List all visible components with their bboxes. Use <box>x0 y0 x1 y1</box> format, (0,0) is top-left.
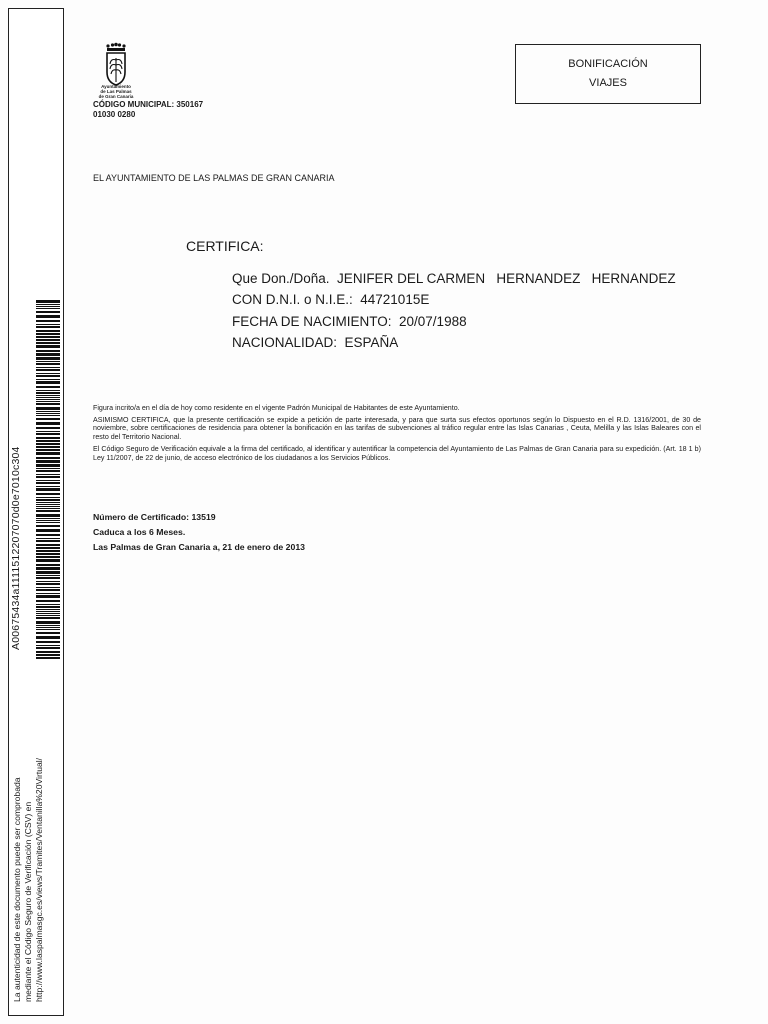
logo-caption-line: de Gran Canaria <box>98 94 134 99</box>
barcode-bar <box>36 308 60 309</box>
barcode-bar <box>36 392 60 394</box>
barcode-bar <box>36 381 60 384</box>
barcode-bar <box>36 577 60 579</box>
barcode-bar <box>36 311 60 313</box>
barcode-bar <box>36 553 60 555</box>
barcode-bar <box>36 493 60 495</box>
municipal-code-block <box>93 100 203 119</box>
barcode-bar <box>36 460 60 463</box>
barcode-bar <box>36 379 60 380</box>
barcode-bar <box>36 339 60 341</box>
barcode-bar <box>36 606 60 608</box>
barcode-bar <box>36 488 60 491</box>
barcode-bar <box>36 320 60 322</box>
barcode-bar <box>36 399 60 400</box>
barcode-bar <box>36 611 60 612</box>
barcode-bar <box>36 333 60 335</box>
csv-note-line: mediante el Código Seguro de Verificación (CSV) en <box>23 801 33 1002</box>
barcode-bar <box>36 632 60 634</box>
barcode-bar <box>36 604 60 605</box>
barcode-bar <box>36 464 60 467</box>
place-and-date: Las Palmas de Gran Canaria a, 21 de enero de 2013 <box>93 542 305 552</box>
barcode-bar <box>36 395 60 396</box>
barcode-bar <box>36 641 60 643</box>
barcode-bar <box>36 657 60 659</box>
barcode-bar <box>36 397 60 398</box>
barcode-bar <box>36 647 60 649</box>
barcode-bar <box>36 564 60 566</box>
barcode-bar <box>36 625 60 626</box>
barcode-bar <box>36 433 60 435</box>
barcode-bar <box>36 443 60 445</box>
barcode-bar <box>36 422 60 425</box>
barcode-bar <box>36 581 60 582</box>
barcode-bar <box>36 324 60 325</box>
certifica-heading: CERTIFICA: <box>186 238 264 254</box>
barcode-bar <box>36 556 60 558</box>
barcode-bar <box>36 497 60 498</box>
barcode-bar <box>36 583 60 585</box>
certificate-body <box>93 404 701 465</box>
barcode-bar <box>36 390 60 391</box>
barcode <box>36 300 60 660</box>
barcode-bar <box>36 654 60 656</box>
bonification-box <box>515 44 701 104</box>
barcode-bar <box>36 529 60 532</box>
barcode-bar <box>36 482 60 484</box>
barcode-bar <box>36 306 60 307</box>
asimismo-paragraph: ASIMISMO CERTIFICA, que la presente certificación se expide a petición de parte interesada, y para que surta sus efectos oportunos según lo Dispuesto en el R.D. 1316/2001, de 30 de noviembre, sobre certificaciones de residencia para obtener la bonificación en las tarifas de subvenciones al tráfico regular entre las Islas Canarias , Ceuta, Melilla y las Islas Baleares con el resto del Territorio Nacional. <box>93 415 701 442</box>
person-dni: CON D.N.I. o N.I.E.: 44721015E <box>232 292 430 308</box>
barcode-bar <box>36 361 60 362</box>
logo-caption <box>92 84 140 99</box>
travel-label: VIAJES <box>589 77 627 89</box>
barcode-bar <box>36 504 60 505</box>
barcode-bar <box>36 480 60 481</box>
barcode-bar <box>36 330 60 332</box>
barcode-bar <box>36 525 60 527</box>
barcode-bar <box>36 651 60 653</box>
barcode-bar <box>36 559 60 562</box>
barcode-bar <box>36 353 60 356</box>
barcode-bar <box>36 440 60 442</box>
barcode-bar <box>36 411 60 412</box>
barcode-bar <box>36 621 60 624</box>
barcode-bar <box>36 401 60 402</box>
barcode-bar <box>36 613 60 614</box>
barcode-bar <box>36 502 60 503</box>
barcode-bar <box>36 449 60 451</box>
barcode-bar <box>36 367 60 368</box>
barcode-bar <box>36 522 60 523</box>
reference-number: 01030 0280 <box>93 109 136 119</box>
barcode-bar <box>36 593 60 594</box>
barcode-bar <box>36 506 60 507</box>
barcode-bar <box>36 369 60 371</box>
barcode-bar <box>36 304 60 305</box>
barcode-bar <box>36 615 60 616</box>
barcode-bar <box>36 508 60 509</box>
barcode-bar <box>36 518 60 519</box>
barcode-bar <box>36 544 60 546</box>
municipal-code: CÓDIGO MUNICIPAL: 350167 <box>93 100 204 109</box>
barcode-bar <box>36 474 60 475</box>
residence-paragraph: Figura incrito/a en el día de hoy como residente en el vigente Padrón Municipal de Habitantes de este Ayuntamiento. <box>93 404 460 412</box>
barcode-bar <box>36 629 60 630</box>
certificate-number: Número de Certificado: 13519 <box>93 512 216 522</box>
barcode-bar <box>36 595 60 598</box>
barcode-bar <box>36 386 60 388</box>
barcode-bar <box>36 468 60 469</box>
person-details <box>232 268 676 353</box>
barcode-bar <box>36 437 60 439</box>
barcode-bar <box>36 452 60 455</box>
city-coat-of-arms-logo <box>103 42 129 86</box>
barcode-bar <box>36 300 60 303</box>
bonification-label: BONIFICACIÓN <box>568 58 648 70</box>
barcode-bar <box>36 534 60 536</box>
barcode-bar <box>36 575 60 576</box>
barcode-bar <box>36 336 60 338</box>
barcode-bar <box>36 627 60 628</box>
barcode-bar <box>36 540 60 542</box>
barcode-bar <box>36 345 60 348</box>
barcode-bar <box>36 427 60 429</box>
barcode-bar <box>36 486 60 487</box>
barcode-bar <box>36 342 60 344</box>
logo-caption-line: de Las Palmas <box>100 89 132 94</box>
csv-note-line: La autenticidad de este documento puede ser comprobada <box>12 777 22 1002</box>
barcode-bar <box>36 407 60 410</box>
barcode-bar <box>36 600 60 602</box>
barcode-bar <box>36 446 60 448</box>
barcode-bar <box>36 373 60 374</box>
expiry-note: Caduca a los 6 Meses. <box>93 527 186 537</box>
barcode-bar <box>36 418 60 420</box>
issuer-heading: EL AYUNTAMIENTO DE LAS PALMAS DE GRAN CANARIA <box>93 173 335 183</box>
barcode-bar <box>36 571 60 574</box>
barcode-bar <box>36 457 60 459</box>
barcode-bar <box>36 547 60 549</box>
barcode-bar <box>36 326 60 328</box>
person-name: Que Don./Doña. JENIFER DEL CARMEN HERNANDEZ HERNANDEZ <box>232 271 676 286</box>
barcode-bar <box>36 538 60 539</box>
certificate-info <box>93 510 305 555</box>
barcode-bar <box>36 520 60 521</box>
barcode-bar <box>36 617 60 619</box>
person-nationality: NACIONALIDAD: ESPAÑA <box>232 334 399 350</box>
barcode-bar <box>36 357 60 360</box>
barcode-bar <box>36 499 60 501</box>
barcode-bar <box>36 514 60 517</box>
barcode-bar <box>36 470 60 472</box>
csv-paragraph: El Código Seguro de Verificación equivale a la firma del certificado, al identificar y autentificar la competencia del Ayuntamiento de Las Palmas de Gran Canaria para su expedición. (Art. 18 1 b) Ley 11/2007, de 22 de junio, de acceso electrónico de los ciudadanos a los Servicios Públicos. <box>93 444 701 462</box>
csv-verification-note <box>12 712 60 1002</box>
barcode-bar <box>36 415 60 416</box>
barcode-bar <box>36 350 60 352</box>
barcode-bar <box>36 567 60 570</box>
barcode-bar <box>36 587 60 588</box>
logo-caption-line: Ayuntamiento <box>101 84 131 89</box>
barcode-bar <box>36 609 60 610</box>
barcode-bar <box>36 589 60 591</box>
barcode-bar <box>36 636 60 639</box>
barcode-bar <box>36 510 60 512</box>
verification-code: A00675434a1111512207070d0e7010c304 <box>10 446 22 650</box>
barcode-bar <box>36 645 60 646</box>
barcode-bar <box>36 431 60 432</box>
barcode-bar <box>36 375 60 377</box>
barcode-bar <box>36 403 60 405</box>
barcode-bar <box>36 315 60 318</box>
barcode-bar <box>36 476 60 478</box>
csv-note-url: http://www.laspalmasgc.es/views/Tramites/Ventanilla%20Virtual/ <box>34 757 44 1002</box>
barcode-bar <box>36 363 60 365</box>
person-birth-date: FECHA DE NACIMIENTO: 20/07/1988 <box>232 313 467 329</box>
barcode-bar <box>36 413 60 414</box>
barcode-bar <box>36 550 60 552</box>
